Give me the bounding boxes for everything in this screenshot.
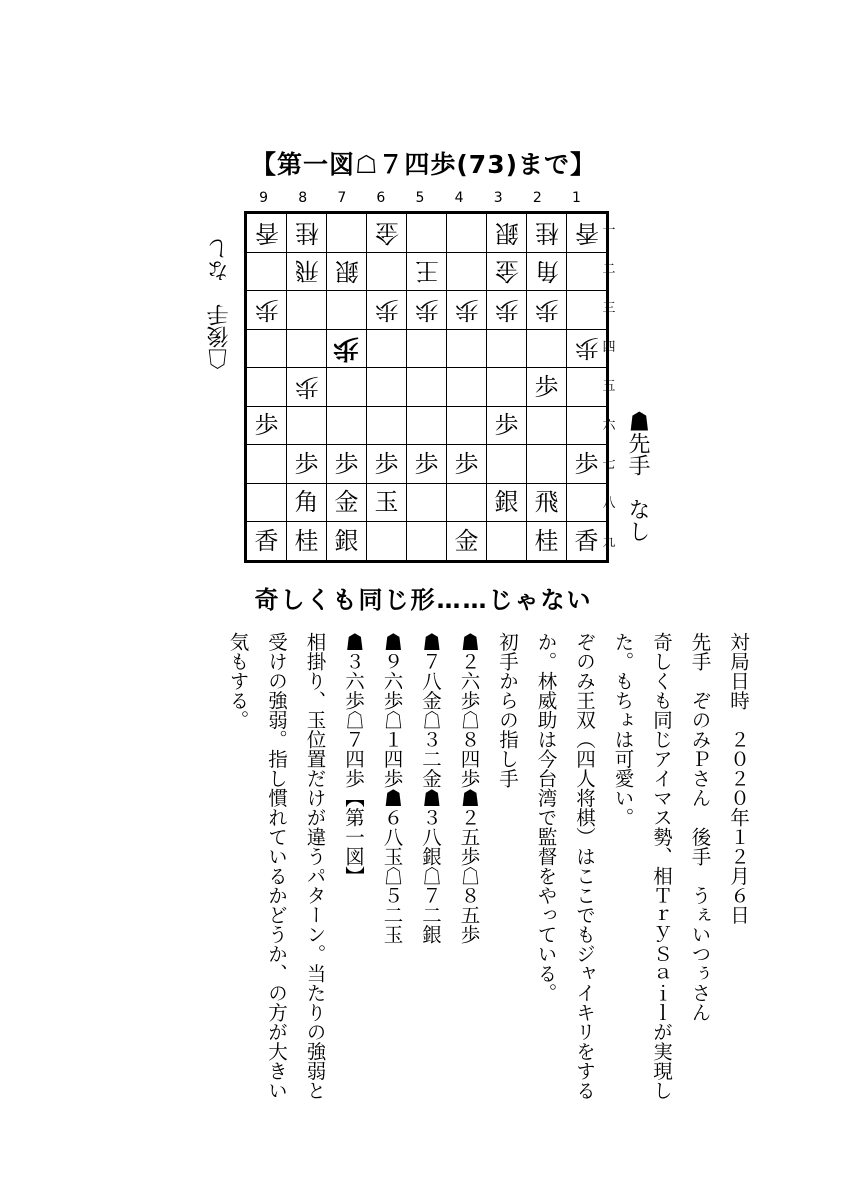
board-square — [407, 214, 447, 253]
gote-piece: 歩 — [494, 295, 519, 324]
board-square — [407, 522, 447, 561]
gote-piece: 王 — [414, 257, 439, 286]
board-square — [287, 406, 327, 445]
row-number: 八 — [602, 496, 616, 511]
board-square — [247, 445, 287, 484]
col-number: 5 — [415, 190, 425, 206]
board-square — [447, 445, 487, 484]
board-square — [327, 522, 367, 561]
board-row — [247, 291, 607, 330]
board-row — [247, 522, 607, 561]
gote-piece: 歩 — [294, 372, 319, 401]
board-square — [567, 252, 607, 291]
col-number: 4 — [454, 190, 464, 206]
shogi-board — [244, 211, 609, 563]
gote-piece: 香 — [574, 218, 599, 247]
move-line: ☗７八金☖３二金☗３八銀☖７二銀 — [419, 632, 442, 944]
gote-piece: 金 — [494, 257, 519, 286]
board-square — [287, 483, 327, 522]
board-square — [287, 291, 327, 330]
row-number: 三 — [602, 301, 616, 316]
board-square — [487, 214, 527, 253]
row-number: 五 — [602, 379, 616, 394]
board-square — [367, 406, 407, 445]
article-body — [218, 632, 757, 1112]
sente-piece: 香 — [254, 526, 279, 555]
board-square — [407, 445, 447, 484]
board-square — [447, 368, 487, 407]
board-square — [527, 406, 567, 445]
board-square — [527, 522, 567, 561]
board-square — [327, 483, 367, 522]
board-square — [247, 483, 287, 522]
board-square — [247, 252, 287, 291]
sente-piece: 歩 — [454, 449, 479, 478]
board-square — [247, 522, 287, 561]
board-square — [327, 252, 367, 291]
column-numbers — [244, 190, 596, 210]
sente-piece: 金 — [454, 526, 479, 555]
board-square — [287, 445, 327, 484]
board-square — [527, 214, 567, 253]
sente-piece: 歩 — [494, 411, 519, 440]
board-row — [247, 329, 607, 368]
sente-piece: 金 — [334, 488, 359, 517]
col-number: 7 — [337, 190, 347, 206]
col-number: 1 — [571, 190, 581, 206]
board-square — [287, 252, 327, 291]
paragraph: ぞのみ王双（四人将棋）はここでもジャイキリをするか。林威助は今台湾で監督をやっている。 — [534, 632, 596, 1100]
gote-piece: 金 — [374, 218, 399, 247]
board-row — [247, 483, 607, 522]
board-square — [327, 445, 367, 484]
gote-piece: 香 — [254, 218, 279, 247]
board-square — [327, 406, 367, 445]
board-square — [407, 252, 447, 291]
gote-piece: 桂 — [534, 218, 559, 247]
board-square — [247, 368, 287, 407]
board-square — [327, 368, 367, 407]
sente-piece: 歩 — [534, 372, 559, 401]
board-square — [487, 291, 527, 330]
gote-piece: 歩 — [374, 295, 399, 324]
board-square — [367, 483, 407, 522]
board-square — [527, 329, 567, 368]
board-square — [447, 406, 487, 445]
players: 先手 ぞのみＰさん 後手 うぇいつぅさん — [688, 632, 712, 1022]
move-line: ☗３六歩☖７四歩【第一図】 — [342, 632, 365, 886]
board-row — [247, 214, 607, 253]
gote-piece: 銀 — [494, 218, 519, 247]
board-square — [567, 214, 607, 253]
board-square — [407, 291, 447, 330]
col-number: 9 — [259, 190, 269, 206]
sente-piece: 飛 — [534, 488, 559, 517]
diagram-title: 【第一図☖７四歩(73)まで】 — [250, 150, 597, 179]
board-square — [287, 214, 327, 253]
board-square — [407, 406, 447, 445]
board-square — [367, 329, 407, 368]
row-number: 四 — [602, 340, 616, 355]
sente-piece: 桂 — [534, 526, 559, 555]
moves-heading: 初手からの指し手 — [496, 632, 519, 788]
board-square — [567, 445, 607, 484]
board-square — [527, 368, 567, 407]
row-number: 一 — [602, 223, 616, 238]
board-square — [567, 406, 607, 445]
board-square — [367, 252, 407, 291]
board-square — [447, 522, 487, 561]
gote-piece: 歩 — [534, 295, 559, 324]
board-square — [447, 483, 487, 522]
row-number: 七 — [602, 457, 616, 472]
board-square — [487, 483, 527, 522]
sente-piece: 歩 — [374, 449, 399, 478]
board-square — [407, 483, 447, 522]
sente-piece: 角 — [294, 488, 319, 517]
board-square — [527, 291, 567, 330]
gote-piece: 歩 — [333, 333, 360, 364]
diagram-caption: 奇しくも同じ形……じゃない — [254, 586, 593, 614]
board-square — [247, 291, 287, 330]
col-number: 3 — [493, 190, 503, 206]
board-square — [367, 291, 407, 330]
sente-piece: 歩 — [254, 411, 279, 440]
board-square — [327, 291, 367, 330]
board-square — [487, 329, 527, 368]
game-date: 対局日時 ２０２０年１２月６日 — [727, 632, 750, 925]
sente-piece: 香 — [574, 526, 599, 555]
board-square — [327, 329, 367, 368]
board-square — [447, 214, 487, 253]
sente-piece: 歩 — [414, 449, 439, 478]
sente-piece: 歩 — [334, 449, 359, 478]
gote-piece: 歩 — [414, 295, 439, 324]
board-square — [527, 445, 567, 484]
board-square — [487, 522, 527, 561]
board-square — [367, 445, 407, 484]
gote-piece: 歩 — [254, 295, 279, 324]
sente-piece: 桂 — [294, 526, 319, 555]
board-square — [447, 291, 487, 330]
gote-piece: 銀 — [334, 257, 359, 286]
board-square — [487, 252, 527, 291]
sente-piece: 銀 — [494, 488, 519, 517]
board-square — [247, 406, 287, 445]
board-row — [247, 445, 607, 484]
board-row — [247, 368, 607, 407]
sente-piece: 銀 — [334, 526, 359, 555]
gote-piece: 桂 — [294, 218, 319, 247]
board-square — [327, 214, 367, 253]
col-number: 8 — [298, 190, 308, 206]
board-square — [567, 522, 607, 561]
board-square — [567, 291, 607, 330]
row-number: 九 — [602, 535, 616, 550]
gote-piece: 角 — [534, 257, 559, 286]
paragraph: 奇しくも同じアイマス勢、相ＴｒｙＳａｉｌが実現した。もちょは可愛い。 — [611, 632, 673, 1100]
board-square — [487, 445, 527, 484]
board-square — [247, 329, 287, 368]
col-number: 6 — [376, 190, 386, 206]
row-number: 六 — [602, 418, 616, 433]
board-square — [487, 406, 527, 445]
board-square — [567, 368, 607, 407]
gote-hand: ☖後手 なし — [207, 238, 232, 370]
row-number: 二 — [602, 262, 616, 277]
board-square — [447, 252, 487, 291]
gote-piece: 歩 — [454, 295, 479, 324]
sente-piece: 歩 — [574, 449, 599, 478]
board-grid — [246, 213, 607, 561]
paragraph: 相掛り、玉位置だけが違うパターン。当たりの強弱と受けの強弱。指し慣れているかどうか、の方が大きい気もする。 — [226, 632, 327, 1100]
board-square — [247, 214, 287, 253]
board-square — [567, 329, 607, 368]
board-square — [287, 522, 327, 561]
board-square — [527, 252, 567, 291]
sente-hand: ☗先手 なし — [625, 410, 650, 542]
board-square — [527, 483, 567, 522]
move-line: ☗９六歩☖１四歩☗６八玉☖５二玉 — [380, 632, 404, 944]
board-square — [567, 483, 607, 522]
board-square — [407, 329, 447, 368]
board-square — [367, 368, 407, 407]
board-square — [487, 368, 527, 407]
sente-piece: 玉 — [374, 488, 399, 517]
board-square — [447, 329, 487, 368]
move-line: ☗２六歩☖８四歩☗２五歩☖８五歩 — [457, 632, 481, 944]
board-square — [287, 329, 327, 368]
board-square — [367, 214, 407, 253]
board-row — [247, 252, 607, 291]
board-square — [287, 368, 327, 407]
gote-piece: 歩 — [574, 334, 599, 363]
board-square — [407, 368, 447, 407]
sente-piece: 歩 — [294, 449, 319, 478]
board-square — [367, 522, 407, 561]
col-number: 2 — [532, 190, 542, 206]
board-row — [247, 406, 607, 445]
gote-piece: 飛 — [294, 257, 319, 286]
